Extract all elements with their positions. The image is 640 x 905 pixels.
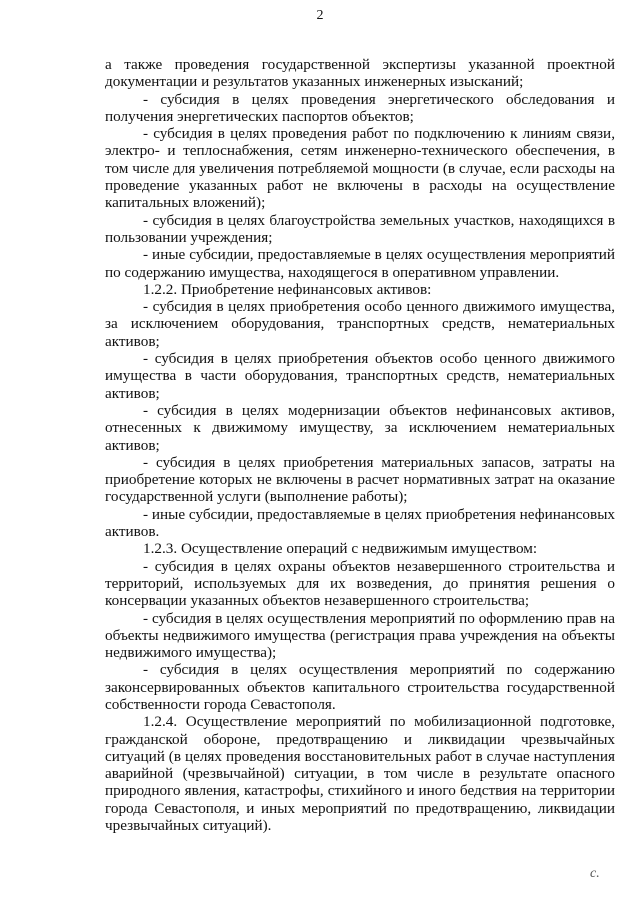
paragraph-equipment: - субсидия в целях приобретения объектов особо ценного движимого имущества в части оборудования, транспортных средств, нематериальных активов;: [105, 350, 615, 402]
section-heading-1-2-2: 1.2.2. Приобретение нефинансовых активов:: [143, 280, 432, 298]
handwritten-mark: с.: [590, 866, 600, 881]
section-heading-1-2-4: 1.2.4. Осуществление мероприятий по мобилизационной подготовке, гражданской обороне, предотвращению и ликвидации чрезвычайных ситуаций (в целях проведения восстановительных работ в случае наступления аварийной (чрезвычайной) ситуации, в том числе в результате опасного природного явления, катастрофы, стихийного и иного бедствия на территории города Севастополя, и иных мероприятий по предотвращению, ликвидации чрезвычайных ситуаций).: [105, 713, 615, 835]
paragraph-material-stocks: - субсидия в целях приобретения материальных запасов, затраты на приобретение которых не включены в расчет нормативных затрат на оказание государственной услуги (выполнение работы);: [105, 453, 615, 506]
paragraph-continuation: а также проведения государственной экспертизы указанной проектной документации и результатов указанных инженерных изысканий;: [105, 56, 615, 91]
paragraph-energy-audit: - субсидия в целях проведения энергетического обследования и получения энергетических паспортов объектов;: [105, 90, 615, 125]
paragraph-utility-connection: - субсидия в целях проведения работ по подключению к линиям связи, электро- и теплоснабжения, сетям инженерно-технического обеспечения, в том числе для увеличения потребляемой мощности (в случае, если расходы на проведение указанных работ не включены в расходы на осуществление капитальных вложений);: [105, 125, 615, 212]
document-body: [105, 56, 615, 834]
paragraph-construction-protection: - субсидия в целях охраны объектов незавершенного строительства и территорий, используемых для их возведения, до принятия решения о консервации указанных объектов незавершенного строительства;: [105, 557, 615, 610]
section-heading-1-2-3: 1.2.3. Осуществление операций с недвижимым имуществом:: [143, 540, 538, 558]
paragraph-property-rights: - субсидия в целях осуществления мероприятий по оформлению прав на объекты недвижимого имущества (регистрация права учреждения на объекты недвижимого имущества);: [105, 609, 615, 662]
paragraph-conserved-objects: - субсидия в целях осуществления мероприятий по содержанию законсервированных объектов капитального строительства государственной собственности города Севастополя.: [105, 661, 615, 713]
page-number: 2: [316, 8, 324, 23]
paragraph-modernization: - субсидия в целях модернизации объектов нефинансовых активов, отнесенных к движимому имуществу, за исключением нематериальных активов;: [105, 401, 615, 454]
paragraph-other-nonfinancial: - иные субсидии, предоставляемые в целях приобретения нефинансовых активов.: [105, 505, 615, 541]
paragraph-valuable-property: - субсидия в целях приобретения особо ценного движимого имущества, за исключением оборудования, транспортных средств, нематериальных активов;: [105, 298, 615, 350]
paragraph-other-maintenance: - иные субсидии, предоставляемые в целях осуществления мероприятий по содержанию имущества, находящегося в оперативном управлении.: [105, 246, 615, 281]
paragraph-land-improvement: - субсидия в целях благоустройства земельных участков, находящихся в пользовании учреждения;: [105, 211, 615, 246]
